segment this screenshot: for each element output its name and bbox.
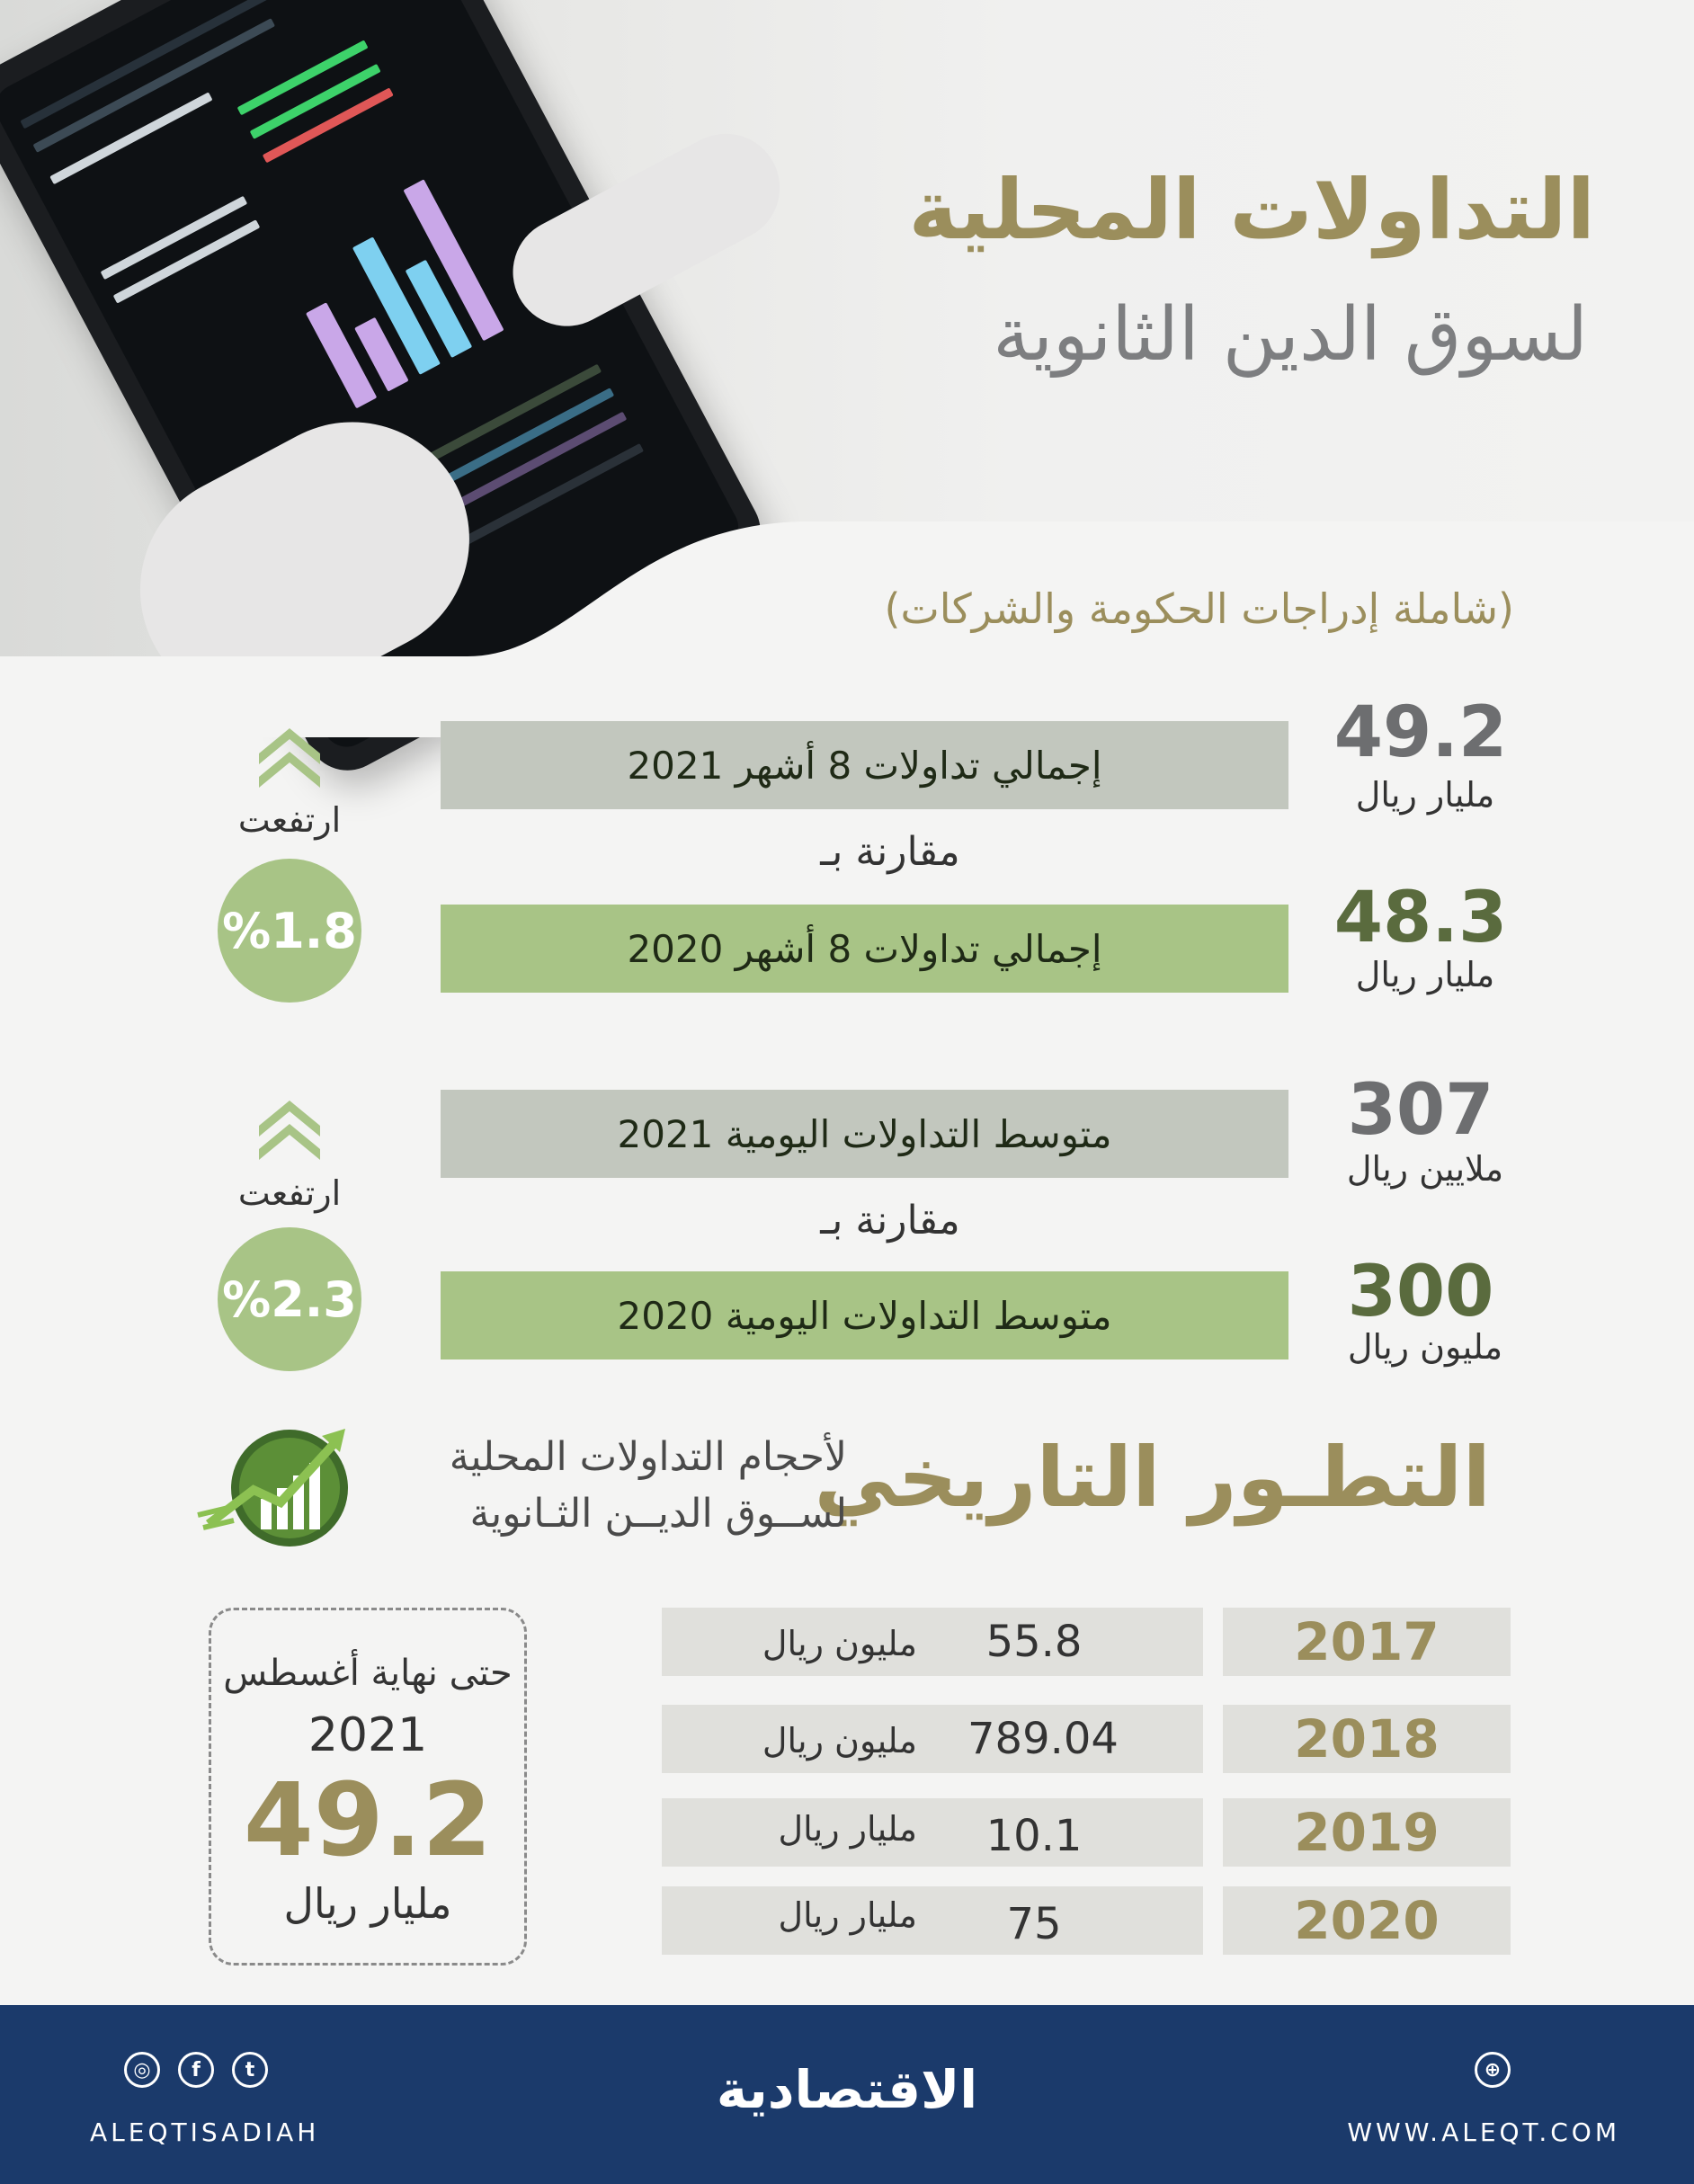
stat-value-previous: 300 xyxy=(1347,1252,1494,1333)
facebook-icon[interactable]: f xyxy=(178,2052,214,2088)
website-globe-icon[interactable]: ⊕ xyxy=(1475,2052,1511,2088)
history-year: 2019 xyxy=(1223,1798,1511,1867)
summary-value: 49.2 xyxy=(243,1762,493,1879)
history-unit: مليون ريال xyxy=(762,1624,917,1663)
website-link[interactable]: WWW.ALEQT.COM xyxy=(1347,2117,1620,2147)
social-handle[interactable]: ALEQTISADIAH xyxy=(90,2117,320,2147)
history-year: 2018 xyxy=(1223,1705,1511,1773)
stat-value-previous: 48.3 xyxy=(1333,878,1508,958)
brand-logo: الاقتصادية xyxy=(716,2059,978,2120)
stat-bar-current: متوسط التداولات اليومية 2021 xyxy=(441,1090,1288,1178)
scope-note: (شاملة إدراجات الحكومة والشركات) xyxy=(884,584,1514,633)
rose-label: ارتفعت xyxy=(237,1173,342,1213)
stat-unit-previous: مليار ريال xyxy=(1355,955,1495,994)
history-value: 75 xyxy=(1006,1899,1062,1949)
history-value: 789.04 xyxy=(967,1714,1119,1764)
compare-word: مقارنة بـ xyxy=(820,1198,960,1244)
main-title: التداولات المحلية xyxy=(908,162,1595,258)
history-title: التطـور التاريخي xyxy=(814,1430,1491,1526)
stat-value-current: 49.2 xyxy=(1333,692,1508,773)
history-subtitle-line2: لســوق الديــن الثـانوية xyxy=(469,1491,847,1537)
summary-period: حتى نهاية أغسطس xyxy=(223,1653,513,1694)
stat-bar-previous: متوسط التداولات اليومية 2020 xyxy=(441,1271,1288,1359)
history-unit: مليار ريال xyxy=(778,1809,917,1849)
history-year: 2017 xyxy=(1223,1608,1511,1676)
history-value: 55.8 xyxy=(985,1617,1083,1667)
summary-year: 2021 xyxy=(308,1708,428,1762)
stat-bar-current: إجمالي تداولات 8 أشهر 2021 xyxy=(441,721,1288,809)
change-badge: %1.8 xyxy=(218,859,361,1003)
history-value: 10.1 xyxy=(985,1811,1083,1861)
stat-value-current: 307 xyxy=(1347,1070,1494,1151)
history-year: 2020 xyxy=(1223,1886,1511,1955)
double-chevron-up-icon xyxy=(254,1090,325,1162)
history-subtitle-line1: لأحجام التداولات المحلية xyxy=(449,1434,847,1480)
history-unit: مليار ريال xyxy=(778,1895,917,1935)
stat-bar-previous: إجمالي تداولات 8 أشهر 2020 xyxy=(441,905,1288,993)
history-unit: مليون ريال xyxy=(762,1721,917,1761)
rose-label: ارتفعت xyxy=(237,800,342,840)
stat-unit-current: ملايين ريال xyxy=(1346,1149,1504,1189)
double-chevron-up-icon xyxy=(254,718,325,789)
instagram-icon[interactable]: ◎ xyxy=(124,2052,160,2088)
compare-word: مقارنة بـ xyxy=(820,829,960,875)
twitter-icon[interactable]: t xyxy=(232,2052,268,2088)
change-badge: %2.3 xyxy=(218,1227,361,1371)
stat-unit-current: مليار ريال xyxy=(1355,775,1495,815)
growth-chart-icon xyxy=(191,1416,361,1551)
summary-unit: مليار ريال xyxy=(283,1879,452,1928)
stat-unit-previous: مليون ريال xyxy=(1347,1327,1503,1367)
main-subtitle: لسوق الدين الثانوية xyxy=(993,292,1588,378)
